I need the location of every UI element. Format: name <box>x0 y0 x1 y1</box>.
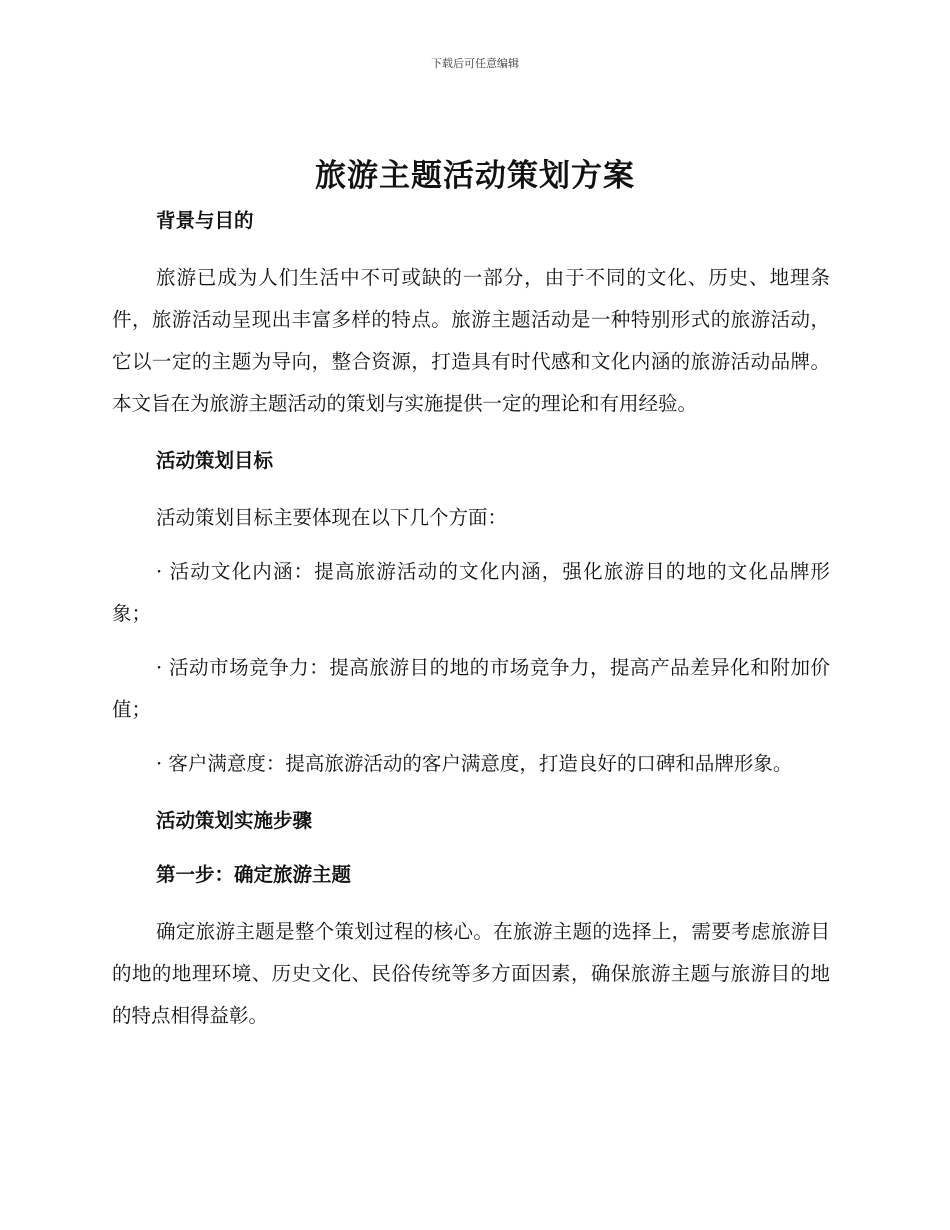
header-note: 下载后可任意编辑 <box>431 57 519 70</box>
section-heading-steps: 活动策划实施步骤 <box>156 809 313 832</box>
step1-paragraph: 确定旅游主题是整个策划过程的核心。在旅游主题的选择上，需要考虑旅游目的地的地理环境、历史文化、民俗传统等多方面因素，确保旅游主题与旅游目的地的特点相得益彰。 <box>112 920 830 1027</box>
goal-item: · 活动市场竞争力：提高旅游目的地的市场竞争力，提高产品差异化和附加价值； <box>112 656 830 721</box>
document-body <box>112 205 830 1037</box>
goal-item: · 活动文化内涵：提高旅游活动的文化内涵，强化旅游目的地的文化品牌形象； <box>112 560 830 625</box>
background-paragraph: 旅游已成为人们生活中不可或缺的一部分，由于不同的文化、历史、地理条件，旅游活动呈现出丰富多样的特点。旅游主题活动是一种特别形式的旅游活动，它以一定的主题为导向，整合资源，打造具有时代感和文化内涵的旅游活动品牌。本文旨在为旅游主题活动的策划与实施提供一定的理论和有用经验。 <box>112 266 830 415</box>
section-heading-goals: 活动策划目标 <box>156 449 274 472</box>
document-title: 旅游主题活动策划方案 <box>315 158 635 194</box>
goals-intro-paragraph: 活动策划目标主要体现在以下几个方面： <box>156 506 508 529</box>
section-heading-background: 背景与目的 <box>156 209 254 232</box>
goal-item: · 客户满意度：提高旅游活动的客户满意度，打造良好的口碑和品牌形象。 <box>156 752 793 775</box>
step1-heading: 第一步：确定旅游主题 <box>156 863 352 886</box>
